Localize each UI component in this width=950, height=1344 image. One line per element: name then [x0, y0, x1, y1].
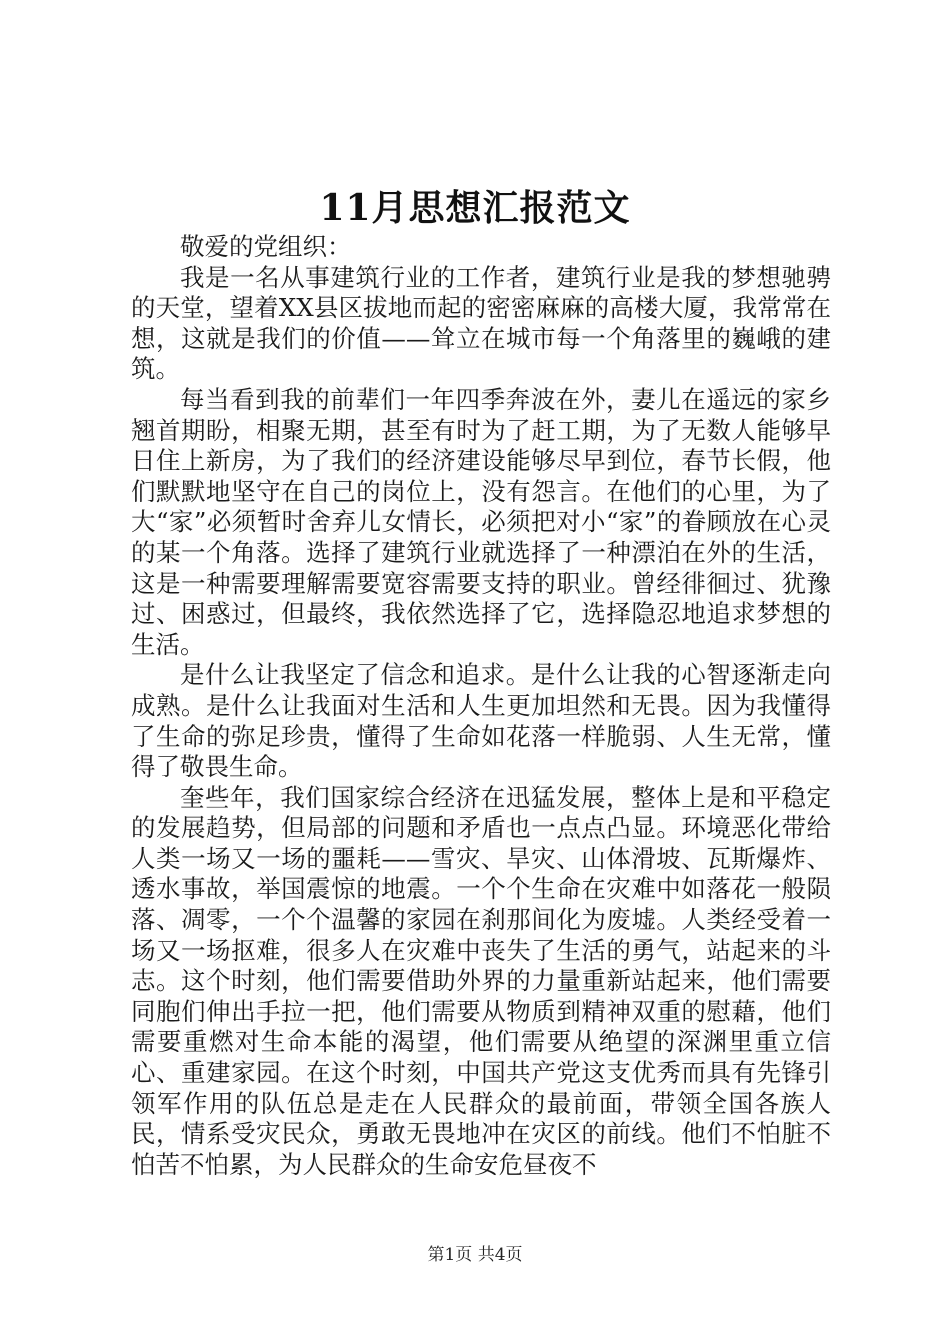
salutation: 敬爱的党组织： — [180, 232, 352, 261]
document-title: 11月思想汇报范文 — [319, 187, 631, 229]
paragraph-2: 每当看到我的前辈们一年四季奔波在外，妻儿在遥远的家乡翘首期盼，相聚无期，甚至有时为了赶工期，为了无数人能够早日住上新房，为了我们的经济建设能够尽早到位，春节长假，他们默默地坚守在自己的岗位上，没有怨言。在他们的心里，为了大“家”必须暂时舍弃儿女情长，必须把对小“家”的眷顾放在心灵的某一个角落。选择了建筑行业就选择了一种漂泊在外的生活，这是一种需要理解需要宽容需要支持的职业。曾经徘徊过、犹豫过、困惑过，但最终，我依然选择了它，选择隐忍地追求梦想的生活。 — [131, 384, 831, 659]
document-body — [131, 232, 831, 1180]
paragraph-1: 我是一名从事建筑行业的工作者，建筑行业是我的梦想驰骋的天堂，望着XX县区拔地而起的密密麻麻的高楼大厦，我常常在想，这就是我们的价值——耸立在城市每一个角落里的巍峨的建筑。 — [131, 262, 831, 384]
paragraph-3: 是什么让我坚定了信念和追求。是什么让我的心智逐渐走向成熟。是什么让我面对生活和人生更加坦然和无畏。因为我懂得了生命的弥足珍贵，懂得了生命如花落一样脆弱、人生无常，懂得了敬畏生命。 — [131, 660, 831, 782]
paragraph-4: 奎些年，我们国家综合经济在迅猛发展，整体上是和平稳定的发展趋势，但局部的问题和矛盾也一点点凸显。环境恶化带给人类一场又一场的噩耗——雪灾、旱灾、山体滑坡、瓦斯爆炸、透水事故，举国震惊的地震。一个个生命在灾难中如落花一般陨落、凋零，一个个温馨的家园在刹那间化为废墟。人类经受着一场又一场抠难，很多人在灾难中丧失了生活的勇气，站起来的斗志。这个时刻，他们需要借助外界的力量重新站起来，他们需要同胞们伸出手拉一把，他们需要从物质到精神双重的慰藉，他们需要重燃对生命本能的渴望，他们需要从绝望的深渊里重立信心、重建家园。在这个时刻，中国共产党这支优秀而具有先锋引领军作用的队伍总是走在人民群众的最前面，带领全国各族人民，情系受灾民众，勇敢无畏地冲在灾区的前线。他们不怕脏不怕苦不怕累，为人民群众的生命安危昼夜不 — [131, 782, 831, 1179]
page-footer: 第1页 共4页 — [427, 1245, 523, 1265]
